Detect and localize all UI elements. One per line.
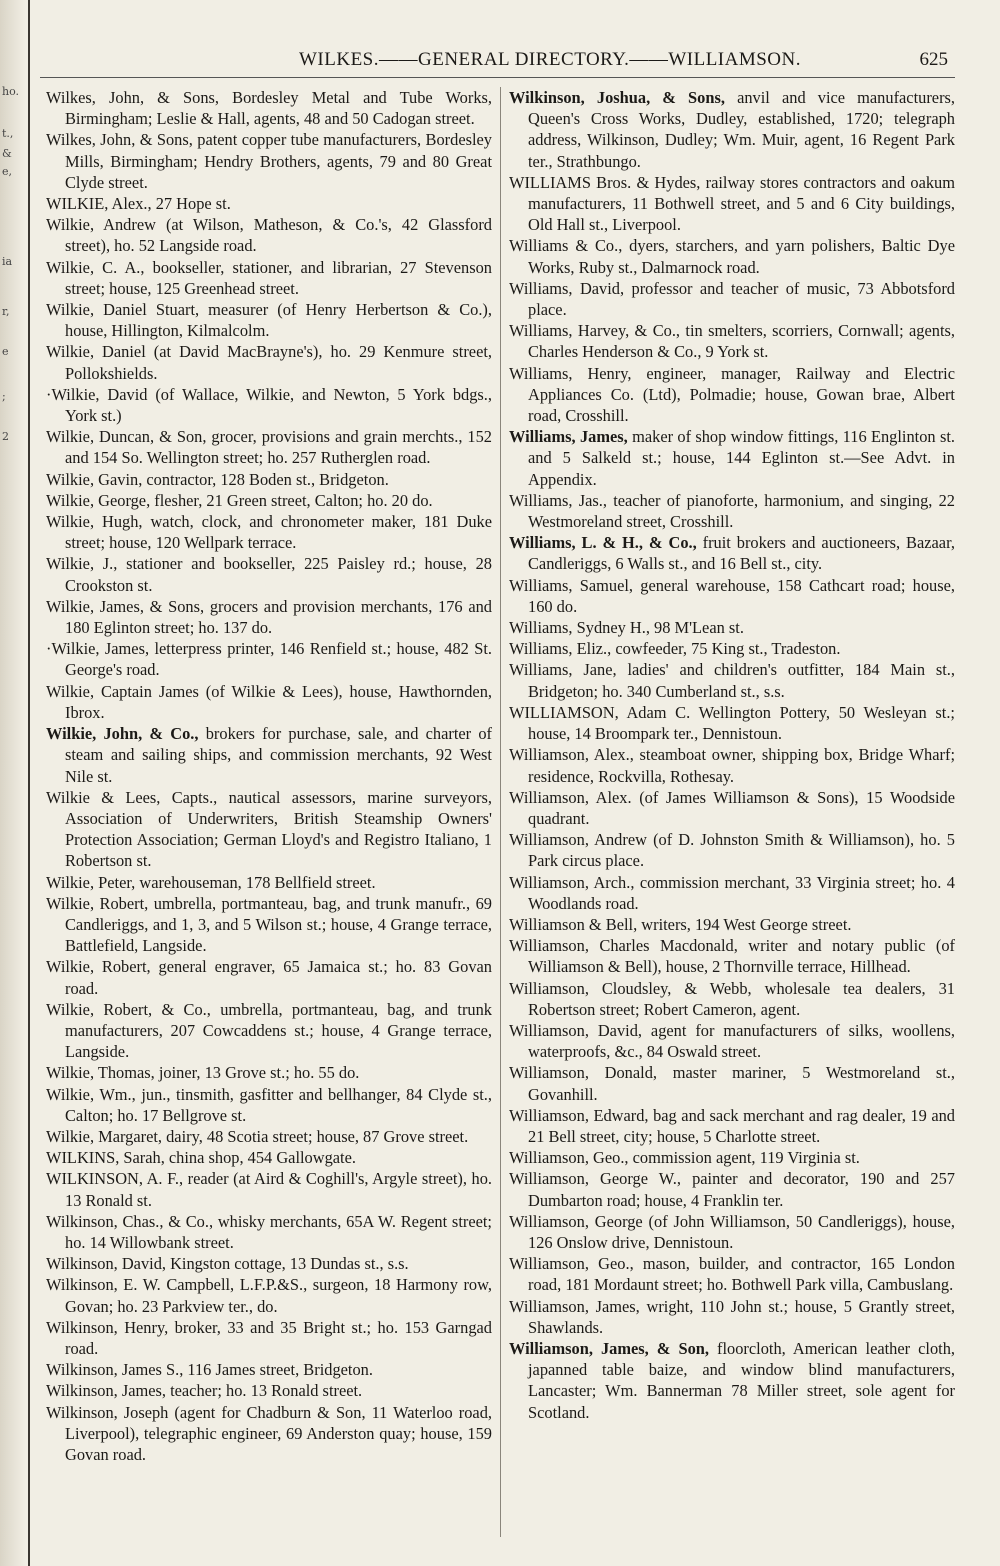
entry-text: Williamson, Charles Macdonald, writer and notary public (of Williamson & Bell), house, 2 Thornville terrace, Hillhead. (509, 936, 955, 977)
gutter-fragment: ; (2, 390, 6, 403)
entry-text: Wilkie, Andrew (at Wilson, Matheson, & Co.'s, 42 Glassford street), ho. 52 Langside road. (46, 215, 492, 256)
directory-entry (509, 829, 955, 871)
gutter-fragment: t., (2, 127, 14, 140)
directory-entry (46, 681, 492, 723)
directory-entry (509, 278, 955, 320)
directory-entry (46, 1380, 492, 1401)
entry-text: ·Wilkie, David (of Wallace, Wilkie, and Newton, 5 York bdgs., York st.) (46, 384, 492, 426)
directory-entry (46, 214, 492, 256)
entry-text: Wilkie, Thomas, joiner, 13 Grove st.; ho. 55 do. (46, 1063, 360, 1083)
entry-text: Wilkie, Robert, & Co., umbrella, portmanteau, bag, and trunk manufacturers, 207 Cowcaddens st.; house, 4 Grange terrace, Langside. (46, 999, 492, 1062)
entry-text: Williamson, Alex., steamboat owner, shipping box, Bridge Wharf; residence, Rockvilla, Rothesay. (509, 745, 955, 786)
directory-entry (46, 1211, 492, 1253)
directory-entry (46, 87, 492, 129)
directory-entry (46, 341, 492, 383)
right-column (509, 87, 955, 1423)
directory-entry (46, 257, 492, 299)
directory-entry (509, 426, 955, 490)
entry-text: Wilkinson, Chas., & Co., whisky merchants, 65A W. Regent street; ho. 14 Willowbank street. (46, 1211, 492, 1252)
directory-entry (46, 872, 492, 893)
gutter-fragment: r, (2, 305, 10, 318)
directory-entry (509, 575, 955, 617)
entry-text: Williamson, David, agent for manufacturers of silks, woollens, waterproofs, &c., 84 Oswald street. (509, 1020, 955, 1062)
directory-entry (46, 1253, 492, 1274)
directory-entry (509, 490, 955, 532)
entry-text: Wilkie, Robert, general engraver, 65 Jamaica st.; ho. 83 Govan road. (46, 957, 492, 998)
directory-entry (509, 744, 955, 786)
entry-text: Wilkie, Duncan, & Son, grocer, provisions and grain merchts., 152 and 154 So. Wellington street; ho. 257 Rutherglen road. (46, 427, 492, 468)
directory-entry (509, 617, 955, 638)
entry-text: Williamson, Donald, master mariner, 5 Westmoreland st., Govanhill. (509, 1063, 955, 1104)
entry-text: brokers for purchase, sale, and charter of steam and sailing ships, and commission merchants, 92 West Nile st. (65, 724, 493, 786)
entry-text: WILLIAMSON, Adam C. Wellington Pottery, 50 Wesleyan st.; house, 14 Broompark ter., Dennistoun. (509, 702, 955, 744)
entry-name-bold: Williamson, James, & Son, (509, 1338, 709, 1358)
directory-entry (509, 363, 955, 427)
directory-entry (46, 1359, 492, 1380)
directory-entry (509, 914, 955, 935)
entry-text: Wilkinson, Henry, broker, 33 and 35 Bright st.; ho. 153 Garngad road. (46, 1317, 492, 1358)
entry-text: Wilkinson, James S., 116 James street, Bridgeton. (46, 1360, 373, 1380)
directory-entry (46, 1062, 492, 1083)
gutter-fragment: e (2, 345, 9, 358)
entry-name-bold: Wilkie, John, & Co., (46, 724, 199, 744)
entry-text: Wilkie, Robert, umbrella, portmanteau, bag, and trunk manufr., 69 Candleriggs, and 1, 3, and 5 Wilson st.; house, 4 Grange terrace, Battlefield, Langside. (46, 893, 492, 956)
directory-entry (46, 1317, 492, 1359)
entry-name-bold: Williams, James, (509, 427, 628, 447)
directory-entry (46, 1402, 492, 1466)
entry-text: Williams, Eliz., cowfeeder, 75 King st., Tradeston. (509, 639, 841, 659)
directory-entry (509, 532, 955, 574)
entry-text: Wilkie & Lees, Capts., nautical assessors, marine surveyors, Association of Underwriters, British Steamship Owners' Protection Association; German Lloyd's and Registro Italiano, 1 Robertson st. (46, 787, 492, 871)
directory-entry (509, 787, 955, 829)
entry-text: Wilkes, John, & Sons, patent copper tube manufacturers, Bordesley Mills, Birmingham; Hendry Brothers, agents, 79 and 80 Great Clyde street. (46, 130, 492, 192)
directory-entry (509, 1020, 955, 1062)
entry-text: Wilkinson, E. W. Campbell, L.F.P.&S., surgeon, 18 Harmony row, Govan; ho. 23 Parkview ter., do. (46, 1275, 492, 1316)
entry-text: Williamson, Geo., commission agent, 119 Virginia st. (509, 1148, 860, 1168)
entry-text: WILLIAMS Bros. & Hydes, railway stores contractors and oakum manufacturers, 11 Bothwell street, and 5 and 6 City buildings, Old Hall st., Liverpool. (509, 172, 955, 235)
directory-entry (46, 426, 492, 468)
directory-entry (46, 553, 492, 595)
directory-entry (509, 638, 955, 659)
directory-entry (46, 1084, 492, 1126)
entry-text: Wilkie, Peter, warehouseman, 178 Bellfield street. (46, 872, 376, 892)
gutter-fragment: 2 (2, 430, 9, 443)
entry-text: WILKINSON, A. F., reader (at Aird & Coghill's, Argyle street), ho. 13 Ronald st. (46, 1169, 492, 1210)
entry-name-bold: Williams, L. & H., & Co., (509, 533, 697, 553)
directory-entry (509, 872, 955, 914)
directory-entry (46, 999, 492, 1063)
header-title: WILKES.——GENERAL DIRECTORY.——WILLIAMSON. (298, 49, 801, 70)
entry-text: Wilkie, Margaret, dairy, 48 Scotia street; house, 87 Grove street. (46, 1126, 469, 1146)
directory-entry (46, 787, 492, 872)
directory-entry (46, 469, 492, 490)
left-column (46, 87, 492, 1465)
directory-entry (509, 1147, 955, 1168)
directory-entry (46, 490, 492, 511)
directory-entry (46, 596, 492, 638)
gutter-fragment: & (2, 147, 12, 160)
entry-text: Williams & Co., dyers, starchers, and yarn polishers, Baltic Dye Works, Ruby st., Dalmarnock road. (509, 236, 955, 277)
entry-text: Wilkinson, James, teacher; ho. 13 Ronald street. (46, 1381, 363, 1401)
entry-text: Williams, Samuel, general warehouse, 158 Cathcart road; house, 160 do. (509, 575, 955, 616)
directory-entry (46, 299, 492, 341)
gutter-fragment: e, (2, 165, 13, 178)
directory-entry (509, 1168, 955, 1210)
directory-entry (509, 702, 955, 744)
entry-text: Williamson, George W., painter and decorator, 190 and 257 Dumbarton road; house, 4 Franklin ter. (509, 1169, 955, 1210)
directory-entry (46, 1274, 492, 1316)
entry-text: Williamson, George (of John Williamson, 50 Candleriggs), house, 126 Onslow drive, Dennistoun. (509, 1211, 955, 1252)
entry-text: Williams, Jas., teacher of pianoforte, harmonium, and singing, 22 Westmoreland street, Crosshill. (509, 490, 955, 532)
entry-text: Williamson, Cloudsley, & Webb, wholesale tea dealers, 31 Robertson street; Robert Cameron, agent. (509, 978, 955, 1019)
directory-entry (509, 1253, 955, 1295)
column-divider (500, 87, 501, 1537)
entry-text: WILKIE, Alex., 27 Hope st. (46, 194, 231, 214)
directory-entry (509, 1296, 955, 1338)
entry-text: WILKINS, Sarah, china shop, 454 Gallowgate. (46, 1148, 356, 1168)
binding-gutter (0, 0, 26, 1566)
entry-text: Williams, David, professor and teacher of music, 73 Abbotsford place. (509, 278, 955, 320)
entry-text: fruit brokers and auctioneers, Bazaar, Candleriggs, 6 Walls st., and 16 Bell st., city. (528, 533, 955, 574)
page-number: 625 (919, 49, 948, 70)
entry-text: maker of shop window fittings, 116 Englinton st. and 5 Salkeld st.; house, 144 Eglinton st.—See Advt. in Appendix. (528, 427, 955, 489)
directory-entry (509, 659, 955, 701)
directory-entry (46, 893, 492, 957)
directory-entry (509, 978, 955, 1020)
directory-entry (46, 638, 492, 680)
directory-entry (46, 511, 492, 553)
directory-entry (46, 1168, 492, 1210)
directory-entry (509, 1211, 955, 1253)
directory-entry (509, 1338, 955, 1423)
entry-text: Wilkie, James, & Sons, grocers and provision merchants, 176 and 180 Eglinton street; ho. 137 do. (46, 596, 492, 638)
entry-text: Wilkie, Wm., jun., tinsmith, gasfitter and bellhanger, 84 Clyde st., Calton; ho. 17 Bellgrove st. (46, 1084, 492, 1125)
entry-text: Williams, Henry, engineer, manager, Railway and Electric Appliances Co. (Ltd), Polmadie; house, Gowan brae, Albert road, Crosshill. (509, 363, 955, 426)
directory-entry (509, 172, 955, 236)
entry-text: Williams, Jane, ladies' and children's outfitter, 184 Main st., Bridgeton; ho. 340 Cumberland st., s.s. (509, 660, 955, 701)
directory-entry (46, 384, 492, 426)
entry-text: Williamson, Arch., commission merchant, 33 Virginia street; ho. 4 Woodlands road. (509, 872, 955, 913)
entry-text: Williamson, Edward, bag and sack merchant and rag dealer, 19 and 21 Bell street, city; house, 5 Charlotte street. (509, 1105, 955, 1146)
directory-entry (509, 235, 955, 277)
entry-text: Wilkie, C. A., bookseller, stationer, and librarian, 27 Stevenson street; house, 125 Greenhead street. (46, 257, 492, 298)
entry-text: floorcloth, American leather cloth, japanned table baize, and window blind manufacturers, Lancaster; Wm. Bannerman 78 Miller street, sole agent for Scotland. (528, 1338, 955, 1422)
directory-entry (509, 87, 955, 172)
entry-text: Wilkie, Gavin, contractor, 128 Boden st., Bridgeton. (46, 469, 389, 489)
entry-name-bold: Wilkinson, Joshua, & Sons, (509, 88, 725, 107)
entry-text: ·Wilkie, James, letterpress printer, 146 Renfield st.; house, 482 St. George's road. (46, 639, 492, 680)
entry-text: Williamson, James, wright, 110 John st.; house, 5 Grantly street, Shawlands. (509, 1296, 955, 1337)
entry-text: Wilkes, John, & Sons, Bordesley Metal and Tube Works, Birmingham; Leslie & Hall, agents, 48 and 50 Cadogan street. (46, 88, 492, 129)
directory-entry (509, 1105, 955, 1147)
directory-entry (46, 723, 492, 787)
directory-entry (46, 193, 492, 214)
entry-text: Wilkie, Daniel (at David MacBrayne's), ho. 29 Kenmure street, Pollokshields. (46, 342, 492, 383)
header-rule (40, 77, 955, 78)
gutter-rule (28, 0, 30, 1566)
entry-text: anvil and vice manufacturers, Queen's Cross Works, Dudley, established, 1720; telegraph address, Wilkinson, Dudley; Wm. Muir, agent, 16 Regent Park ter., Strathbungo. (528, 88, 955, 171)
entry-text: Wilkie, George, flesher, 21 Green street, Calton; ho. 20 do. (46, 490, 433, 510)
directory-entry (509, 1062, 955, 1104)
running-header (40, 47, 960, 81)
entry-text: Wilkinson, Joseph (agent for Chadburn & Son, 11 Waterloo road, Liverpool), telegraphic engineer, 69 Anderston quay; house, 159 Govan road. (46, 1402, 492, 1464)
directory-entry (509, 320, 955, 362)
directory-entry (46, 129, 492, 193)
directory-entry (46, 1126, 492, 1147)
directory-entry (46, 1147, 492, 1168)
entry-text: Wilkinson, David, Kingston cottage, 13 Dundas st., s.s. (46, 1254, 409, 1274)
entry-text: Williamson & Bell, writers, 194 West George street. (509, 914, 852, 934)
directory-entry (46, 956, 492, 998)
entry-text: Wilkie, Hugh, watch, clock, and chronometer maker, 181 Duke street; house, 120 Wellpark terrace. (46, 512, 492, 553)
entry-text: Wilkie, Daniel Stuart, measurer (of Henry Herbertson & Co.), house, Hillington, Kilmalcolm. (46, 300, 492, 341)
entry-text: Williams, Sydney H., 98 M'Lean st. (509, 618, 744, 638)
entry-text: Wilkie, J., stationer and bookseller, 225 Paisley rd.; house, 28 Crookston st. (46, 554, 492, 595)
entry-text: Wilkie, Captain James (of Wilkie & Lees), house, Hawthornden, Ibrox. (46, 681, 492, 722)
directory-entry (509, 935, 955, 977)
entry-text: Williams, Harvey, & Co., tin smelters, scorriers, Cornwall; agents, Charles Henderson & Co., 9 York st. (509, 321, 955, 362)
entry-text: Williamson, Andrew (of D. Johnston Smith & Williamson), ho. 5 Park circus place. (509, 830, 955, 871)
gutter-fragment: ho. (2, 85, 20, 98)
entry-text: Williamson, Alex. (of James Williamson & Sons), 15 Woodside quadrant. (509, 787, 955, 828)
entry-text: Williamson, Geo., mason, builder, and contractor, 165 London road, 181 Mordaunt street; ho. Bothwell Park villa, Cambuslang. (509, 1254, 955, 1295)
gutter-fragment: ia (2, 255, 13, 268)
